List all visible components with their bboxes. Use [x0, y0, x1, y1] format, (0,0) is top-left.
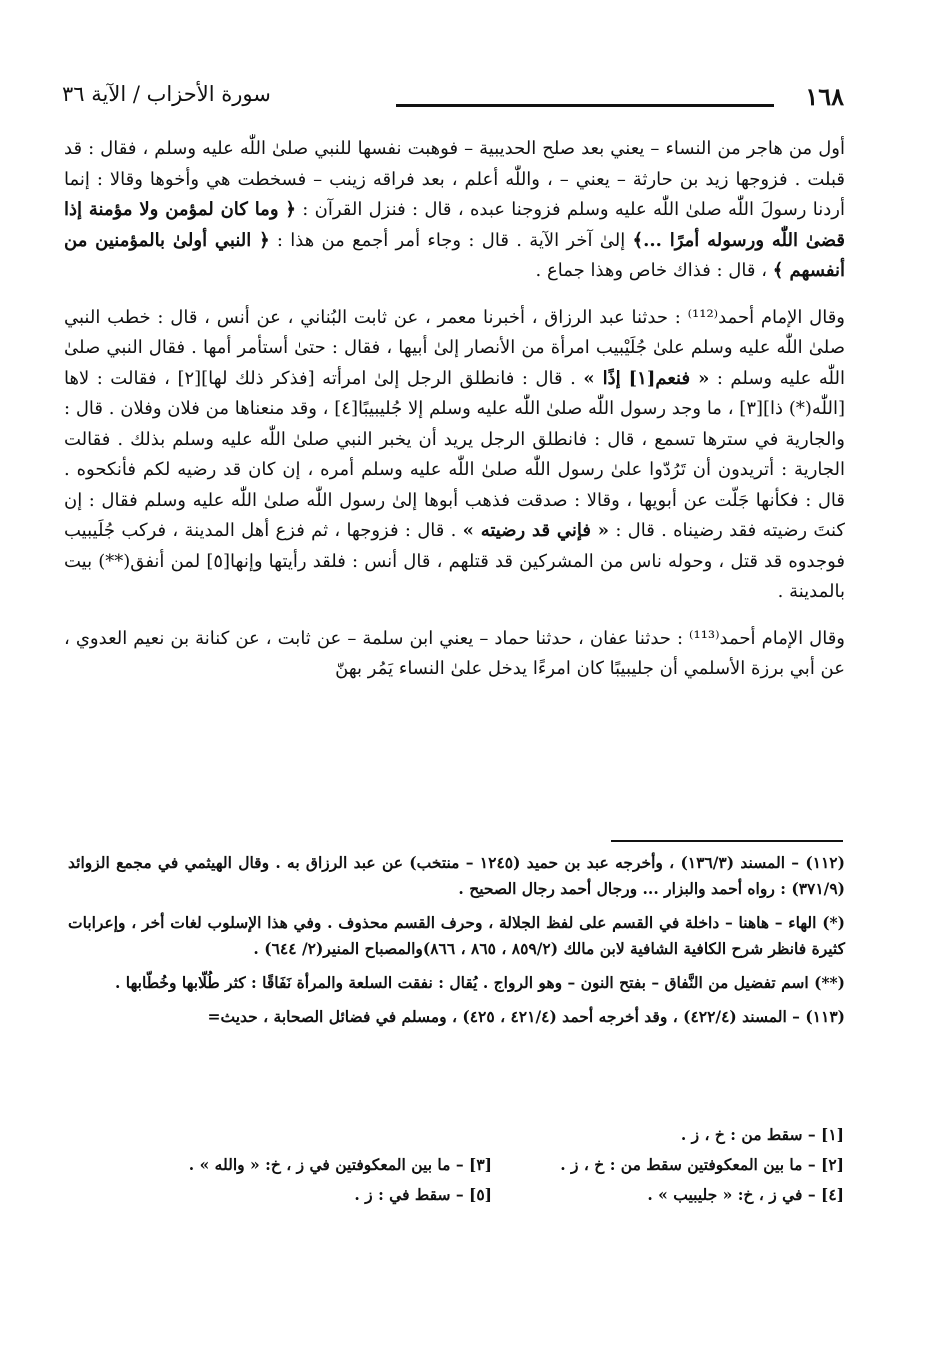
- variant-row: [120, 1180, 844, 1210]
- footnote-113: (١١٣) – المسند (٤٢٢/٤) ، وقد أخرجه أحمد (٤٢١/٤ ، ٤٢٥) ، ومسلم في فضائل الصحابة ، حديث=: [207, 1007, 845, 1026]
- footnote-double-asterisk: (**) اسم تفضيل من النَّفاق – بفتح النون – وهو الرواج . يُقال : نفقت السلعة والمرأة نَفَاقًا : كثر طُلّابها وخُطّابها .: [115, 973, 845, 992]
- quran-verse-1: ﴿ وما كان لمؤمن ولا مؤمنة إذا قضىٰ اللّٰه ورسوله أمرًا ...﴾: [64, 199, 845, 251]
- running-title: سورة الأحزاب / الآية ٣٦: [62, 82, 271, 106]
- variant-note: [٤] – في ز ، خ: « جليبيب » .: [647, 1185, 844, 1204]
- paragraph-1-text-a: أول من هاجر من النساء – يعني بعد صلح الحديبية – فوهبت نفسها للنبي صلىٰ اللّٰه عليه وسلم ، فقال : قد قبلت . فزوجها زيد بن حارثة – يعني – ، واللّٰه أعلم ، بعد فراقه زينب – فسخطت هي وأخوها وقالا : إنما أردنا رسولَ اللّٰه صلىٰ اللّٰه عليه وسلم فزوجنا عبده ، قال : فنزل القرآن :: [64, 138, 845, 220]
- footnote-asterisk: (*) الهاء – هاهنا – داخلة في القسم على لفظ الجلالة ، وحرف القسم محذوف . وفي هذا الإسلوب لغات أخر ، وإعرابات كثيرة فانظر شرح الكافية الشافية لابن مالك (٨٥٩/٢ ، ٨٦٥ ، ٨٦٦)والمصباح المنير(٢/ ٦٤٤) .: [68, 913, 845, 958]
- paragraph-3-text: وقال الإمام أحمد⁽¹¹³⁾ : حدثنا عفان ، حدثنا حماد – يعني ابن سلمة – عن ثابت ، عن كنانة بن نعيم العدوي ، عن أبي برزة الأسلمي أن جليبيبًا كان امرءًا يدخل علىٰ النساء يَمُر بهنّ: [64, 627, 846, 679]
- variant-note: [٣] – ما بين المعكوفتين في ز ، خ: « والله » .: [188, 1155, 492, 1174]
- variant-row: [120, 1150, 844, 1180]
- page-number: ١٦٨: [805, 82, 844, 111]
- paragraph-2: [64, 303, 845, 608]
- prophet-quote-2: « فإني قد رضيته »: [462, 520, 610, 541]
- variant-note: [١] – سقط من : خ ، ز .: [680, 1125, 844, 1144]
- variant-row: [120, 1120, 844, 1150]
- paragraph-2-text-c: . قال : فزوجها ، ثم فزع أهل المدينة ، فركب جُلَيبيب فوجدوه قد قتل ، وحوله ناس من المشركين قد قتلهم ، قال أنس : فلقد رأيتها وإنها[٥] لمن أنفق(**) بيت بالمدينة .: [64, 520, 845, 602]
- variant-note: [٢] – ما بين المعكوفتين سقط من : خ ، ز .: [560, 1155, 844, 1174]
- manuscript-variants: [120, 1120, 844, 1210]
- footnote-112: (١١٢) – المسند (١٣٦/٣) ، وأخرجه عبد بن حميد (١٢٤٥ – منتخب) عن عبد الرزاق به . وقال الهيثمي في مجمع الزوائد (٣٧١/٩) : رواه أحمد والبزار ... ورجال أحمد رجال الصحيح .: [68, 853, 845, 898]
- paragraph-1-text-b: إلىٰ آخر الآية . قال : وجاء أمر أجمع من هذا :: [269, 229, 633, 251]
- footnote-rule: [611, 840, 843, 842]
- paragraph-3: [64, 624, 845, 685]
- variant-note: [٥] – سقط في : ز .: [354, 1185, 492, 1204]
- header-rule: [396, 104, 774, 107]
- quran-verse-2: ﴿ النبي أولىٰ بالمؤمنين من أنفسهم ﴾: [64, 229, 845, 281]
- page-header: [62, 82, 844, 122]
- footnotes: [68, 850, 845, 1038]
- prophet-quote-1: « فنعم[١] إذًا »: [583, 367, 710, 389]
- paragraph-2-text-b: . قال : فانطلق الرجل إلىٰ امرأته [فذكر ذلك لها][٢] ، فقالت : لاها [اللّٰه(*) ذا][٣] ، ما وجد رسول اللّٰه صلىٰ اللّٰه عليه وسلم إلا جُليبيبًا[٤] ، وقد منعناها من فلان وفلان . قال : والجارية في سترها تسمع ، قال : فانطلق الرجل يريد أن يخبر النبي صلىٰ اللّٰه عليه وسلم بذلك . فقالت الجارية : أتريدون أن تَرُدّوا علىٰ رسول اللّٰه صلىٰ اللّٰه عليه وسلم أمره ، إن كان قد رضيه لكم فأنكحوه . قال : فكأنها جَلّت عن أبويها ، وقالا : صدقت فذهب أبوها إلىٰ رسول اللّٰه صلىٰ اللّٰه عليه وسلم فقال : إن كنتَ رضيته فقد رضيناه . قال :: [64, 367, 845, 541]
- paragraph-1-text-c: ، قال : فذاك خاص وهذا جماع .: [535, 260, 773, 281]
- paragraph-2-text-a: وقال الإمام أحمد⁽¹¹²⁾ : حدثنا عبد الرزاق ، أخبرنا معمر ، عن ثابت البُناني ، عن أنس ، قال : خطب النبي صلىٰ اللّٰه عليه وسلم علىٰ جُلَيْبيب امرأة من الأنصار إلىٰ أبيها ، فقال : حتىٰ أستأمر أمها . فقال النبي صلىٰ اللّٰه عليه وسلم :: [64, 306, 845, 389]
- main-text: [64, 134, 845, 701]
- paragraph-1: [64, 134, 845, 287]
